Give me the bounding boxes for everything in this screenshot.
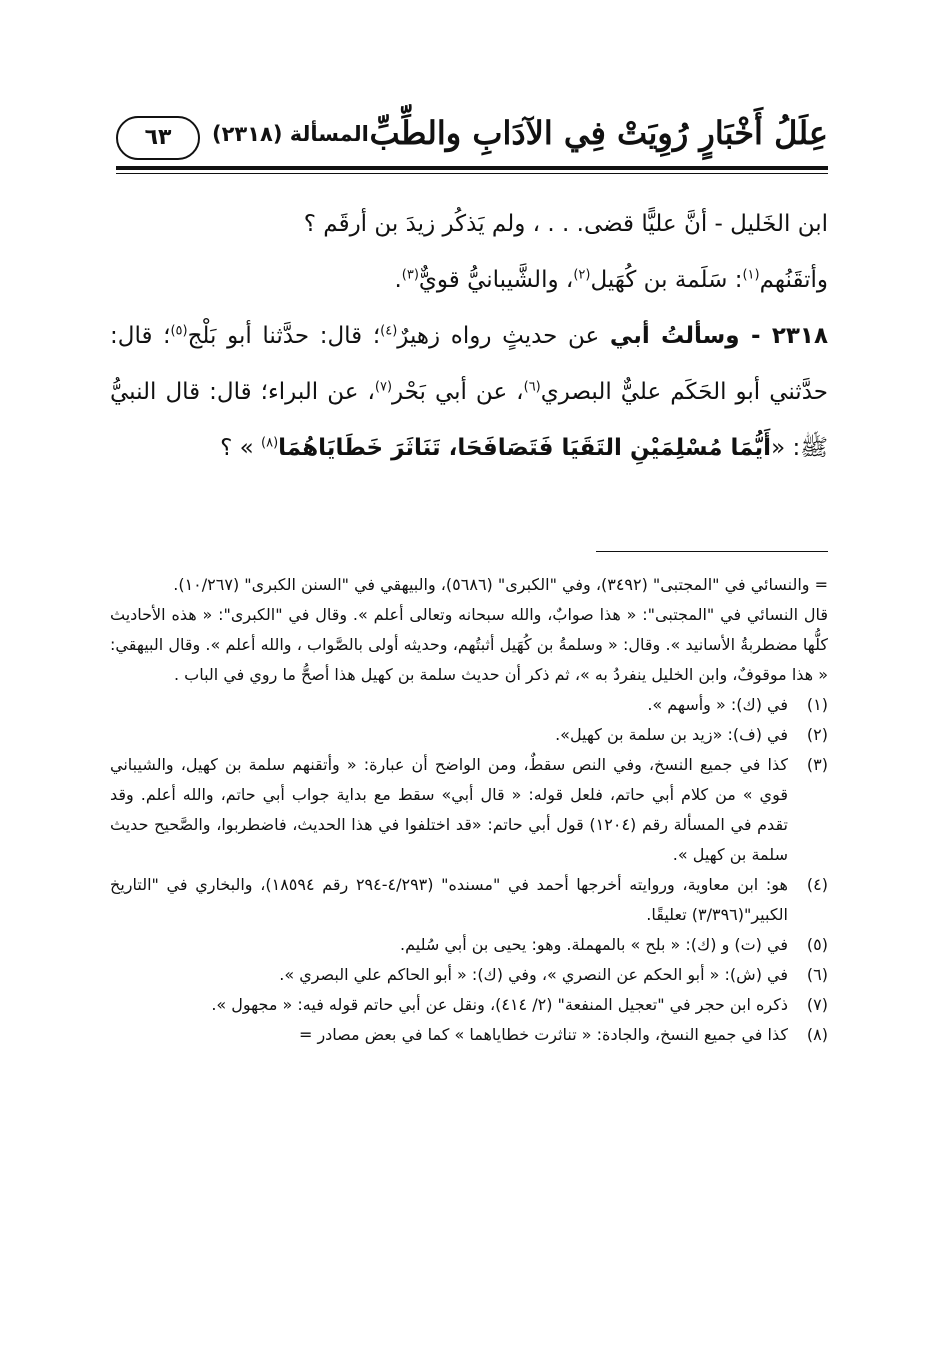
footnote-item-3 xyxy=(110,750,828,870)
footnote-continuation-p1: = والنسائي في "المجتبى" (٣٤٩٢)، وفي "الكبرى" (٥٦٨٦)، والبيهقي في "السنن الكبرى" (١٠/٢٦٧). xyxy=(173,575,828,594)
footnote-number: (٥) xyxy=(806,935,828,954)
footnote-item-2 xyxy=(110,720,828,750)
footnote-text: هو: ابن معاوية، وروايته أخرجها أحمد في "مسنده" (٤/٢٩٣-٢٩٤ رقم ١٨٥٩٤)، والبخاري في "التاريخ الكبير"(٣/٣٩٦) تعليقًا. xyxy=(110,875,788,924)
footnote-item-4 xyxy=(110,870,828,930)
text-run: وأتقَنُهم xyxy=(759,267,828,293)
footnote-number: (٣) xyxy=(806,755,828,774)
footnote-ref-6[interactable]: (٦) xyxy=(523,379,541,395)
footnote-text: كذا في جميع النسخ، وفي النص سقطٌ، ومن الواضح أن عبارة: « وأتقنهم سلمة بن كهيل، والشيباني قوي » من كلام أبي حاتم، فلعل قوله: « قال أبي» سقط مع بداية جواب أبي حاتم، والله أعلم. وقد تقدم في المسألة رقم (١٢٠٤) قول أبي حاتم: «قد اختلفوا في هذا الحديث، فاضطربوا، والصَّحيح حديث سلمة بن كهيل ». xyxy=(110,755,788,864)
footnote-number: (٨) xyxy=(806,1025,828,1044)
footnotes xyxy=(110,570,828,1050)
footnote-item-6 xyxy=(110,960,828,990)
footnote-text: في (ت) و (ك): « بلح » بالمهملة. وهو: يحيى بن أبي سُليم. xyxy=(400,935,788,954)
text-run: ، عن أبي بَحْر xyxy=(392,379,524,405)
question-paragraph xyxy=(110,308,828,476)
header-rule-thin xyxy=(116,173,828,174)
issue-label: المسألة (٢٣١٨) xyxy=(212,122,369,146)
footnote-text: في (ف): «زيد بن سلمة بن كهيل». xyxy=(555,725,788,744)
footnote-ref-4[interactable]: (٤) xyxy=(380,323,398,339)
footnote-separator xyxy=(596,551,828,552)
hadith-text: أَيُّمَا مُسْلِمَيْنِ التَقَيَا فَتَصَافَحَا، تَنَاثَرَ خَطَايَاهُمَا xyxy=(278,435,772,461)
footnote-ref-2[interactable]: (٢) xyxy=(573,267,591,283)
text-run: ، والشَّيبانيُّ قويٌّ xyxy=(418,267,574,293)
page-number: ٦٣ xyxy=(116,116,200,160)
footnote-ref-5[interactable]: (٥) xyxy=(170,323,188,339)
text-run: عن حديثٍ رواه زهيرٌ xyxy=(397,323,610,349)
main-line-1-text: ابن الخَليل - أنَّ عليًّا قضى. . . ، ولم يَذكُر زيدَ بن أرقَم ؟ xyxy=(303,211,828,237)
footnote-ref-1[interactable]: (١) xyxy=(742,267,760,283)
book-title: عِلَلُ أَخْبَارٍ رُوِيَتْ فِي الآدَابِ والطِّبِّ xyxy=(369,114,828,152)
text-run: ؛ قال: حدَّثني أبو الحَكَم عليٌّ البصري xyxy=(110,323,828,405)
footnote-text: كذا في جميع النسخ، والجادة: « تناثرت خطاياهما » كما في بعض مصادر = xyxy=(298,1025,788,1044)
header-rule-thick xyxy=(116,166,828,170)
footnote-continuation-p2: قال النسائي في "المجتبى": « هذا صوابٌ، والله سبحانه وتعالى أعلم ». وقال في "الكبرى": « هذه الأحاديث كلُّها مضطربةُ الأسانيد ». وقال: « وسلمةُ بن كُهَيل أثبتُهم، وحديثه أولى بالصَّواب ، والله أعلم ». وقال البيهقي: « هذا موقوفٌ، وابن الخليل ينفردُ به »، ثم ذكر أن حديث سلمة بن كهيل هذا أصحُّ ما روي في الباب . xyxy=(110,605,828,684)
footnote-item-5 xyxy=(110,930,828,960)
footnote-item-8 xyxy=(110,1020,828,1050)
footnote-number: (٦) xyxy=(806,965,828,984)
footnote-ref-7[interactable]: (٧) xyxy=(374,379,393,395)
question-number: ٢٣١٨ xyxy=(771,323,828,349)
footnote-number: (٢) xyxy=(806,725,828,744)
text-run: ؛ قال: حدَّثنا أبو بَلْج xyxy=(187,323,381,349)
question-lead: - وسألتُ أبي xyxy=(609,323,772,349)
footnote-continuation xyxy=(110,570,828,690)
main-line-1 xyxy=(110,196,828,252)
footnote-ref-3[interactable]: (٣) xyxy=(401,267,419,283)
footnote-number: (٧) xyxy=(806,995,828,1014)
footnote-item-7 xyxy=(110,990,828,1020)
footnote-text: في (ك): « وأسهم ». xyxy=(647,695,788,714)
page-header xyxy=(116,98,828,160)
text-run: ، عن البراء؛ قال: قال النبيُّ ﷺ: « xyxy=(110,379,828,461)
text-run: : سَلَمة بن كُهَيل xyxy=(590,267,743,293)
footnote-ref-8[interactable]: (٨) xyxy=(261,435,279,451)
footnote-number: (١) xyxy=(806,695,828,714)
main-line-2 xyxy=(110,252,828,308)
text-run: . xyxy=(394,267,402,293)
footnote-text: في (ش): « أبو الحكم عن النصري »، وفي (ك): « أبو الحاكم علي البصري ». xyxy=(279,965,788,984)
footnote-item-1 xyxy=(110,690,828,720)
main-text xyxy=(110,196,828,476)
footnote-number: (٤) xyxy=(806,875,828,894)
text-run: » ؟ xyxy=(220,435,262,461)
footnote-text: ذكره ابن حجر في "تعجيل المنفعة" (٢/ ٤١٤)، ونقل عن أبي حاتم قوله فيه: « مجهول ». xyxy=(211,995,788,1014)
